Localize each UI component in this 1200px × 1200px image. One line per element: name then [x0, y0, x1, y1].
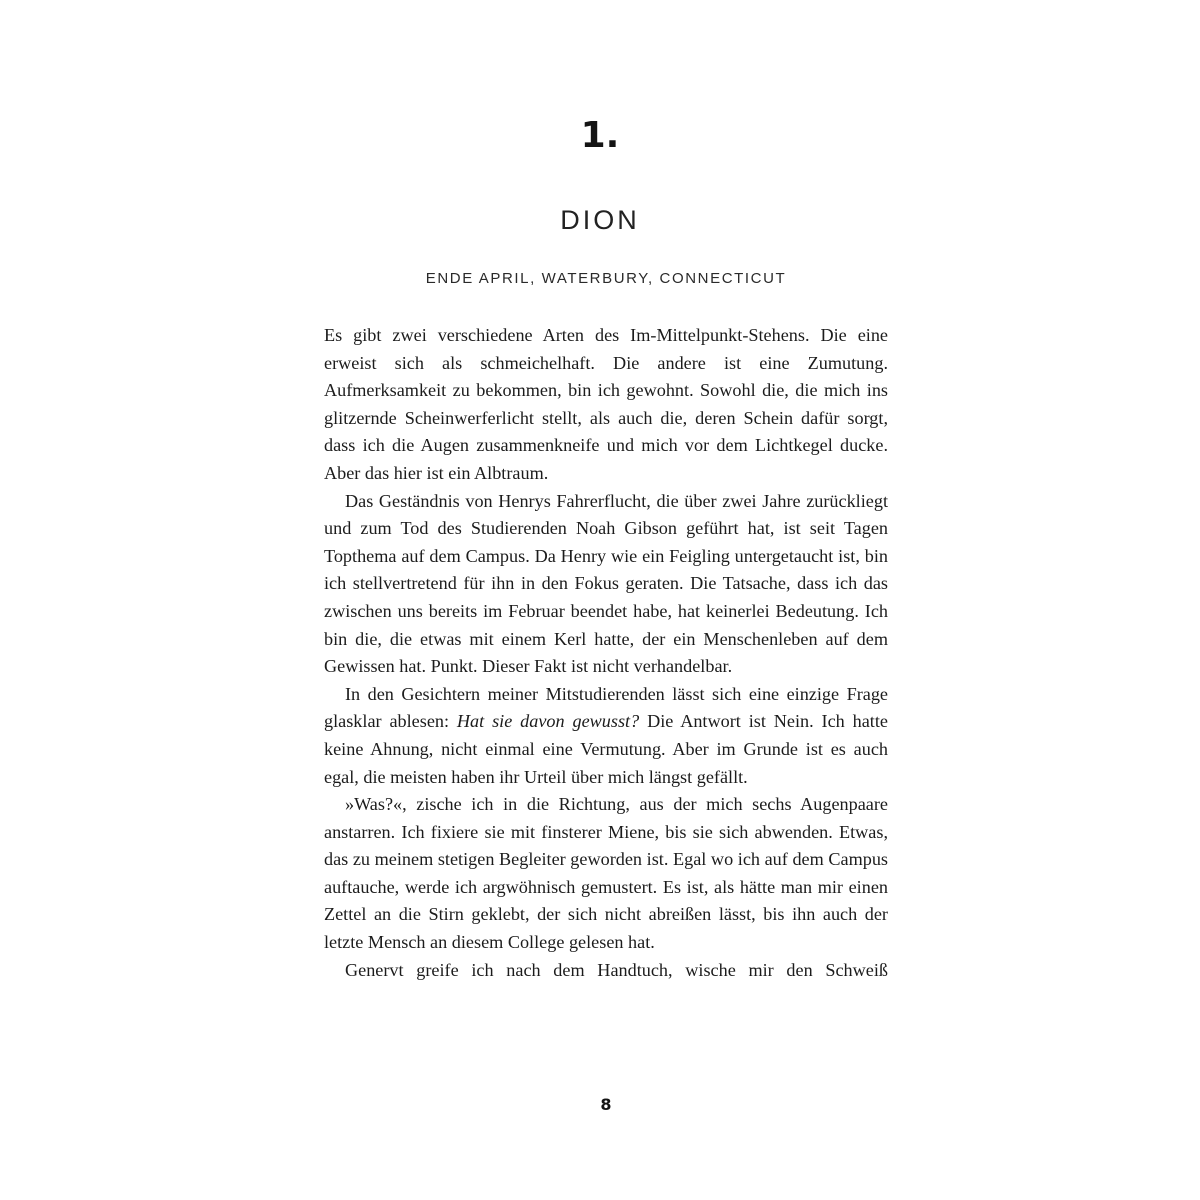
- chapter-body-text: [324, 322, 888, 984]
- paragraph-3: [324, 681, 888, 791]
- paragraph-1: Es gibt zwei verschiedene Arten des Im-Mittelpunkt-Stehens. Die eine erweist sich als schmeichelhaft. Die andere ist eine Zumutung. Aufmerksamkeit zu bekommen, bin ich gewohnt. Sowohl die, die mich ins glitzernde Scheinwerferlicht stellt, als auch die, deren Schein dafür sorgt, dass ich die Augen zusammenkneife und mich vor dem Lichtkegel ducke. Aber das hier ist ein Albtraum.: [324, 325, 888, 483]
- paragraph-5: Genervt greife ich nach dem Handtuch, wische mir den Schweiß: [345, 959, 888, 980]
- paragraph-3-start: In den Gesichtern meiner Mitstudierenden lässt sich eine einzige Frage glasklar ablesen:: [324, 683, 888, 732]
- chapter-number: 1.: [580, 115, 620, 156]
- italic-question: Hat sie davon gewusst?: [456, 711, 640, 732]
- page-number: 8: [600, 1095, 612, 1114]
- chapter-place-date: ENDE APRIL, WATERBURY, CONNECTICUT: [425, 270, 787, 287]
- paragraph-2: Das Geständnis von Henrys Fahrerflucht, die über zwei Jahre zurückliegt und zum Tod des Studierenden Noah Gibson geführt hat, ist seit Tagen Topthema auf dem Campus. Da Henry wie ein Feigling untergetaucht ist, bin ich stellvertretend für ihn in den Fokus geraten. Die Tatsache, dass ich das zwischen uns bereits im Februar beendet habe, hat keinerlei Bedeutung. Ich bin die, die etwas mit einem Kerl hatte, der ein Menschenleben auf dem Gewissen hat. Punkt. Dieser Fakt ist nicht verhandelbar.: [324, 490, 888, 677]
- paragraph-4: »Was?«, zische ich in die Richtung, aus der mich sechs Augenpaare anstarren. Ich fixiere sie mit finsterer Miene, bis sie sich abwenden. Etwas, das zu meinem stetigen Begleiter geworden ist. Egal wo ich auf dem Campus auftauche, werde ich argwöhnisch gemustert. Es ist, als hätte man mir einen Zettel an die Stirn geklebt, der sich nicht abreißen lässt, bis ihn auch der letzte Mensch an diesem College gelesen hat.: [324, 794, 888, 953]
- paragraph-3-end: Die Antwort ist Nein. Ich hatte keine Ahnung, nicht einmal eine Vermutung. Aber im Grunde ist es auch egal, die meisten haben ihr Urteil über mich längst gefällt.: [324, 711, 888, 787]
- chapter-title: DION: [560, 205, 640, 235]
